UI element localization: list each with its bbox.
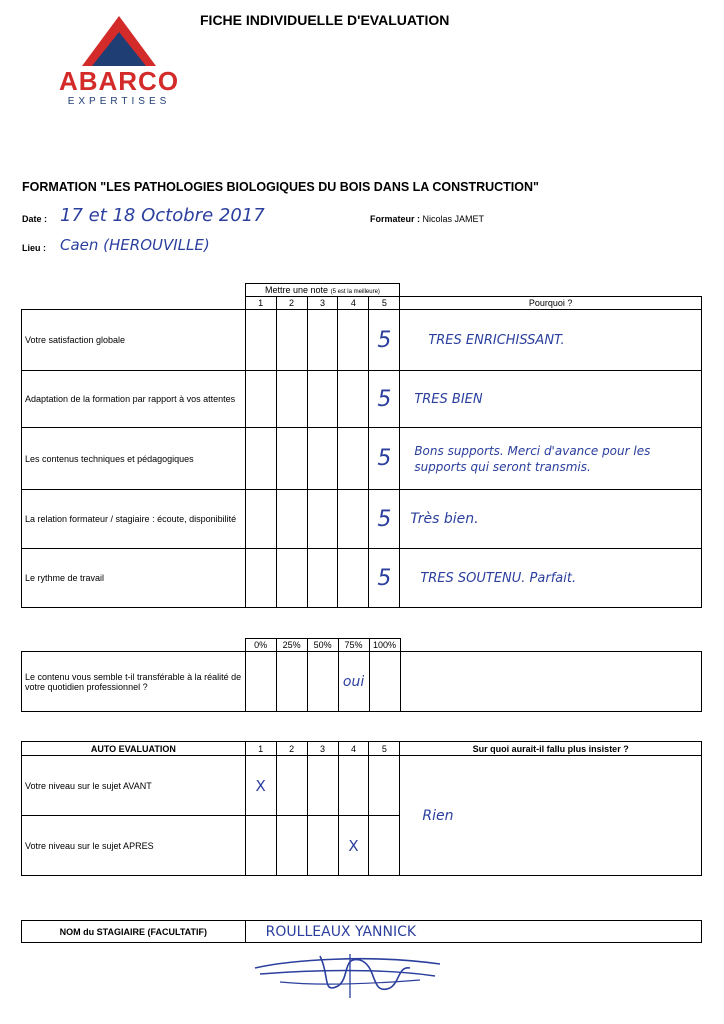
rating-label: La relation formateur / stagiaire : écoute, disponibilité [22, 490, 246, 549]
pct-75: 75% [338, 639, 369, 652]
transfer-label: Le contenu vous semble t-il transférable à la réalité de votre quotidien professionnel ? [22, 652, 246, 712]
logo-name: ABARCO [58, 66, 180, 96]
note-header-small: (5 est la meilleure) [330, 289, 380, 295]
logo-sub: EXPERTISES [67, 96, 171, 107]
scale-1: 1 [245, 297, 276, 310]
auto-scale-5: 5 [369, 742, 400, 756]
pourquoi-header: Pourquoi ? [400, 297, 702, 310]
rating-comment: TRES ENRICHISSANT. [400, 310, 702, 371]
rating-comment: Très bien. [400, 490, 702, 549]
pct-25: 25% [276, 639, 307, 652]
scale-5: 5 [369, 297, 400, 310]
pct-0: 0% [245, 639, 276, 652]
insist-header: Sur quoi aurait-il fallu plus insister ? [400, 742, 702, 756]
rating-mark: 5 [369, 549, 400, 608]
auto-mark-apres: X [338, 816, 369, 876]
date-label: Date : [22, 214, 48, 224]
formateur-label: Formateur : [370, 214, 421, 224]
auto-scale-1: 1 [245, 742, 276, 756]
rating-mark: 5 [369, 371, 400, 428]
rating-row [22, 428, 702, 490]
formateur [370, 214, 484, 224]
date-value: 17 et 18 Octobre 2017 [60, 205, 265, 226]
rating-row [22, 371, 702, 428]
auto-scale-4: 4 [338, 742, 369, 756]
auto-label-apres: Votre niveau sur le sujet APRES [22, 816, 246, 876]
rating-label: Adaptation de la formation par rapport à vos attentes [22, 371, 246, 428]
formation-title: FORMATION "LES PATHOLOGIES BIOLOGIQUES DU BOIS DANS LA CONSTRUCTION" [22, 180, 539, 194]
rating-label: Le rythme de travail [22, 549, 246, 608]
rating-label: Votre satisfaction globale [22, 310, 246, 371]
stagiaire-label: NOM du STAGIAIRE (FACULTATIF) [22, 921, 246, 943]
rating-mark: 5 [369, 490, 400, 549]
rating-mark: 5 [369, 310, 400, 371]
scale-3: 3 [307, 297, 338, 310]
rating-mark: 5 [369, 428, 400, 490]
auto-header: AUTO EVALUATION [22, 742, 246, 756]
auto-mark-avant: X [245, 756, 276, 816]
pct-100: 100% [369, 639, 400, 652]
note-header [245, 284, 400, 297]
auto-scale-3: 3 [307, 742, 338, 756]
rating-row [22, 310, 702, 371]
scale-2: 2 [276, 297, 307, 310]
scale-4: 4 [338, 297, 369, 310]
rating-row [22, 490, 702, 549]
rating-label: Les contenus techniques et pédagogiques [22, 428, 246, 490]
insist-value: Rien [400, 756, 702, 876]
rating-comment: TRES BIEN [400, 371, 702, 428]
stagiaire-value: ROULLEAUX YANNICK [245, 921, 701, 943]
lieu-label: Lieu : [22, 243, 46, 253]
auto-scale-2: 2 [276, 742, 307, 756]
rating-comment: TRES SOUTENU. Parfait. [400, 549, 702, 608]
abarco-logo [58, 14, 180, 110]
auto-table [21, 741, 702, 876]
transfer-mark: oui [338, 652, 369, 712]
signature-image [250, 946, 450, 1006]
rating-row [22, 549, 702, 608]
logo-roof-icon [58, 14, 180, 74]
rating-comment: Bons supports. Merci d'avance pour les supports qui seront transmis. [400, 428, 702, 490]
ratings-table [21, 283, 702, 608]
transfer-table [21, 638, 702, 712]
note-header-text: Mettre une note [265, 285, 329, 295]
lieu-value: Caen (HEROUVILLE) [60, 236, 210, 254]
page-title: FICHE INDIVIDUELLE D'EVALUATION [200, 12, 450, 28]
pct-50: 50% [307, 639, 338, 652]
stagiaire-table [21, 920, 702, 943]
auto-label-avant: Votre niveau sur le sujet AVANT [22, 756, 246, 816]
formateur-value: Nicolas JAMET [422, 214, 485, 224]
